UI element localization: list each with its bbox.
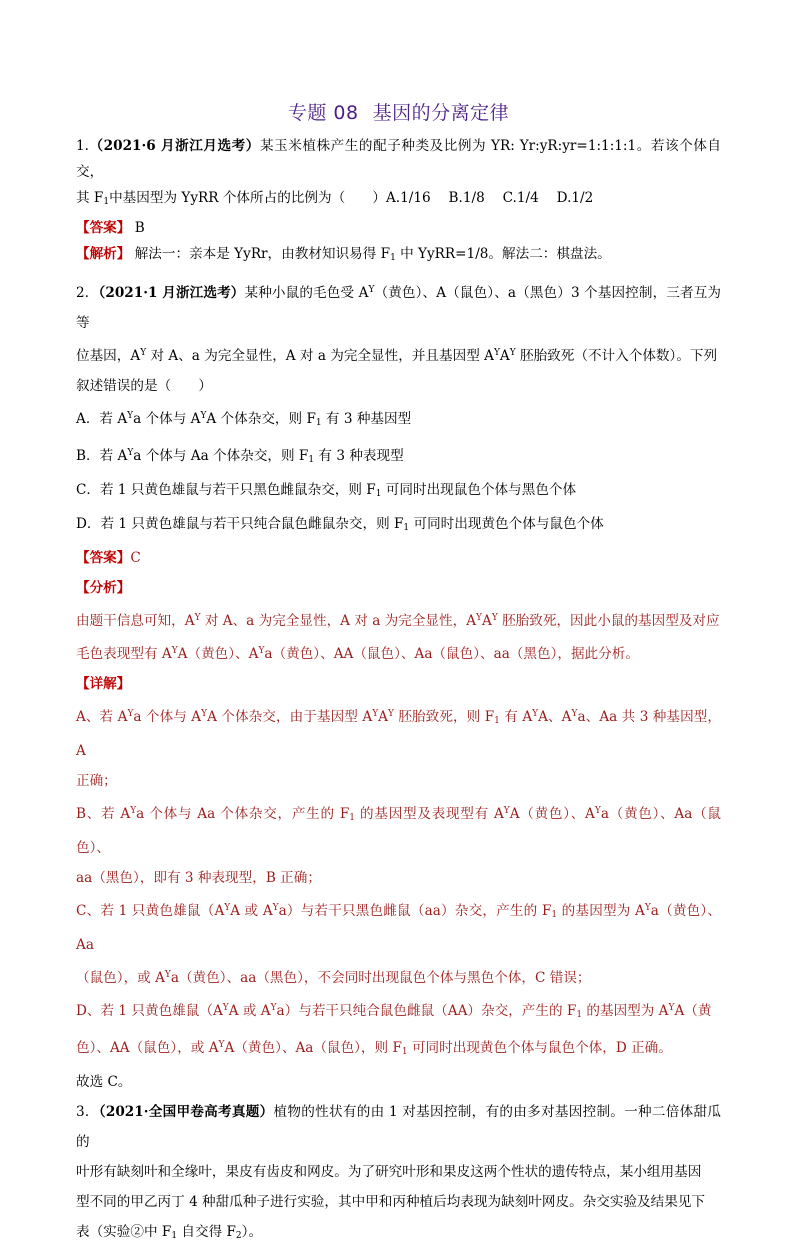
text-span: Y <box>200 411 207 421</box>
q1-stem <box>76 133 721 185</box>
text-span: Y <box>218 1040 225 1050</box>
text-span: Y <box>594 806 601 816</box>
text-span: 1 <box>171 1231 178 1241</box>
text-span: 有 3 种基因型 <box>321 411 412 427</box>
text-span: 可同时出现鼠色个体与黑色个体 <box>381 482 577 498</box>
text-span: 【分析】 <box>76 580 131 596</box>
q2-detail-a <box>76 699 721 796</box>
q2-detail-b <box>76 796 721 893</box>
text-span: （黄色）、A（鼠色）、a（黑色）3 个基因控制，三者互为等 <box>76 285 722 331</box>
text-span: 可同时出现黄色个体与鼠色个体 <box>409 516 604 532</box>
text-span: 自交得 F <box>177 1224 236 1240</box>
q2-source: （2021·1 月浙江选考） <box>98 285 245 301</box>
q2-option-d <box>76 509 721 543</box>
text-span: 中基因型为 YyRR 个体所占的比例为（ ）A.1/16 B.1/8 C.1/4 D.1/2 <box>109 190 594 206</box>
text-span: a）与若干只黑色雌鼠（aa）杂交，产生的 F <box>278 903 552 919</box>
text-span: 植物的性状有的由 1 对基因控制，有的由多对基因控制。一种二倍体甜瓜的 <box>76 1104 721 1150</box>
text-span: Y <box>127 411 134 421</box>
text-span: 有 3 种表现型 <box>314 448 404 464</box>
text-span: 【答案】 <box>76 550 131 566</box>
text-span: 中 YyRR=1/8。解法二：棋盘法。 <box>395 246 611 262</box>
title-main: 基因的分离定律 <box>372 102 510 124</box>
text-span: A 或 A <box>228 1003 271 1019</box>
text-span: 毛色表现型有 A <box>76 646 172 662</box>
q2-stem <box>76 275 721 401</box>
q2-detail-c <box>76 893 721 993</box>
q3-source: （2021·全国甲卷高考真题） <box>98 1104 274 1120</box>
text-span: Y <box>387 709 394 719</box>
text-span: 1 <box>494 716 500 726</box>
text-span: a（黄色）、Aa（鼠色）、 <box>76 806 721 856</box>
text-span: 胚胎致死，因此小鼠的基因型及对应 <box>497 613 720 629</box>
title-prefix: 专题 08 <box>287 102 359 124</box>
q2-fenxi-label <box>76 573 721 603</box>
text-span: 由题干信息可知，A <box>76 613 195 629</box>
text-span: 的基因型为 A <box>582 1003 669 1019</box>
q2-option-a <box>76 401 721 438</box>
text-span: A（黄色）、A <box>177 646 259 662</box>
text-span: 位基因，A <box>76 348 141 364</box>
text-span: 胚胎致死（不计入个体数）。下列 <box>515 348 718 364</box>
text-span: Y <box>493 348 500 358</box>
q1-source: （2021·6 月浙江月选考） <box>88 138 260 154</box>
q2-xiangjie-label <box>76 669 721 699</box>
q2-conclusion <box>76 1067 721 1097</box>
q1-answer <box>76 215 721 241</box>
text-span: Y <box>194 613 201 623</box>
text-span: 故选 C。 <box>76 1074 132 1090</box>
text-span: 解法一：亲本是 YyRr，由教材知识易得 F <box>130 246 391 262</box>
text-span: Y <box>571 709 578 719</box>
text-span: C <box>130 550 141 566</box>
text-span: Y <box>644 903 651 913</box>
text-span: a、Aa 共 3 种基因型，A <box>76 709 722 759</box>
text-span: C．若 1 只黄色雄鼠与若干只黑色雌鼠杂交，则 F <box>76 482 376 498</box>
text-span: Y <box>668 1003 675 1013</box>
q1-stem-line2 <box>76 185 721 215</box>
text-span: 某玉米植株产生的配子种类及比例为 YR: Yr:yR:yr=1:1:1:1。若该个体自交， <box>76 138 721 180</box>
text-span: A 个体杂交，由于基因型 A <box>207 709 373 725</box>
text-span: 【详解】 <box>76 676 131 692</box>
text-span: a 个体与 Aa 个体杂交，产生的 F <box>136 806 350 822</box>
text-span: Y <box>258 646 265 656</box>
text-span: A <box>499 348 510 364</box>
text-span: 1 <box>576 1010 583 1020</box>
text-span: a（黄色）、aa（黑色），不会同时出现鼠色个体与黑色个体，C 错误； <box>170 970 591 986</box>
text-span: B <box>130 220 145 236</box>
text-span: 1 <box>349 813 356 823</box>
text-span: 叶形有缺刻叶和全缘叶，果皮有齿皮和网皮。为了研究叶形和果皮这两个性状的遗传特点，某小组用基因 <box>76 1164 702 1180</box>
text-span: 其 F <box>76 190 104 206</box>
text-span: Y <box>476 613 482 623</box>
q1-number: 1. <box>76 138 89 154</box>
q2-fenxi-text <box>76 603 721 669</box>
page-title <box>76 98 721 125</box>
text-span: a 个体与 Aa 个体杂交，则 F <box>133 448 309 464</box>
text-span: A（黄 <box>674 1003 712 1019</box>
text-span: Y <box>127 709 134 719</box>
text-span: 对 A、a 为完全显性，A 对 a 为完全显性，并且基因型 A <box>146 348 494 364</box>
text-span: 1 <box>375 489 382 499</box>
text-span: Y <box>368 285 375 295</box>
text-span: Y <box>130 806 137 816</box>
text-span: A．若 A <box>76 411 128 427</box>
text-span: 表（实验②中 F <box>76 1224 172 1240</box>
text-span: Y <box>372 709 379 719</box>
text-span: 的基因型为 A <box>557 903 645 919</box>
q3-number: 3． <box>76 1104 99 1120</box>
text-span: Y <box>509 348 516 358</box>
text-span: a 个体与 A <box>133 709 202 725</box>
text-span: a（黄色）、AA（鼠色）、Aa（鼠色）、aa（黑色），据此分析。 <box>264 646 639 662</box>
text-span: 的基因型及表现型有 A <box>355 806 504 822</box>
text-span: a 个体与 A <box>133 411 201 427</box>
text-span: 1 <box>308 455 315 465</box>
text-span: 可同时出现黄色个体与鼠色个体，D 正确。 <box>407 1040 672 1056</box>
text-span: Y <box>503 806 510 816</box>
text-span: D．若 1 只黄色雄鼠与若干只纯合鼠色雌鼠杂交，则 F <box>76 516 404 532</box>
text-span: A 或 A <box>230 903 273 919</box>
text-span: Y <box>127 448 134 458</box>
text-span: A 个体杂交，则 F <box>206 411 316 427</box>
q2-option-b <box>76 438 721 475</box>
text-span: aa（黑色），即有 3 种表现型，B 正确； <box>76 870 321 886</box>
document-page <box>76 98 721 1251</box>
text-span: 对 A、a 为完全显性，A 对 a 为完全显性，A <box>200 613 477 629</box>
text-span: 叙述错误的是（ ） <box>76 378 212 394</box>
text-span: 有 A <box>499 709 533 725</box>
text-span: A <box>378 709 388 725</box>
text-span: 1 <box>551 910 558 920</box>
text-span: （鼠色），或 A <box>76 970 165 986</box>
text-span: 型不同的甲乙丙丁 4 种甜瓜种子进行实验，其中甲和丙种植后均表现为缺刻叶网皮。杂交实验及结果见下 <box>76 1194 706 1210</box>
text-span: A、A <box>538 709 572 725</box>
q1-analysis <box>76 241 721 271</box>
q3-stem <box>76 1097 721 1251</box>
text-span: Y <box>164 970 171 980</box>
text-span: D、若 1 只黄色雄鼠（A <box>76 1003 223 1019</box>
text-span: Y <box>272 903 279 913</box>
text-span: 【解析】 <box>76 246 131 262</box>
q2-option-c <box>76 475 721 509</box>
text-span: A、若 A <box>76 709 128 725</box>
text-span: Y <box>140 348 147 358</box>
text-span: 某种小鼠的毛色受 A <box>244 285 369 301</box>
text-span: a（黄色）、Aa <box>76 903 721 953</box>
text-span: C、若 1 只黄色雄鼠（A <box>76 903 225 919</box>
text-span: 正确； <box>76 773 117 789</box>
text-span: 1 <box>315 418 322 428</box>
text-span: Y <box>224 903 231 913</box>
q2-number: 2． <box>76 285 99 301</box>
text-span: B、若 A <box>76 806 131 822</box>
text-span: Y <box>491 613 498 623</box>
text-span: A（黄色）、Aa（鼠色），则 F <box>224 1040 402 1056</box>
text-span: a）与若干只纯合鼠色雌鼠（AA）杂交，产生的 F <box>276 1003 577 1019</box>
text-span: 1 <box>401 1047 408 1057</box>
text-span: 胚胎致死，则 F <box>393 709 495 725</box>
text-span: 1 <box>403 523 410 533</box>
text-span: 2 <box>235 1231 242 1241</box>
q2-detail-d <box>76 993 721 1067</box>
q2-answer <box>76 543 721 573</box>
text-span: A（黄色）、A <box>509 806 595 822</box>
text-span: 1 <box>390 253 396 263</box>
text-span: Y <box>270 1003 277 1013</box>
text-span: 1 <box>103 197 110 207</box>
text-span: 色）、AA（鼠色），或 A <box>76 1040 219 1056</box>
text-span: Y <box>201 709 208 719</box>
text-span: Y <box>222 1003 229 1013</box>
text-span: Y <box>532 709 539 719</box>
text-span: ）。 <box>241 1224 263 1240</box>
text-span: Y <box>171 646 178 656</box>
text-span: B．若 A <box>76 448 128 464</box>
text-span: A <box>481 613 492 629</box>
text-span: 【答案】 <box>76 220 131 236</box>
